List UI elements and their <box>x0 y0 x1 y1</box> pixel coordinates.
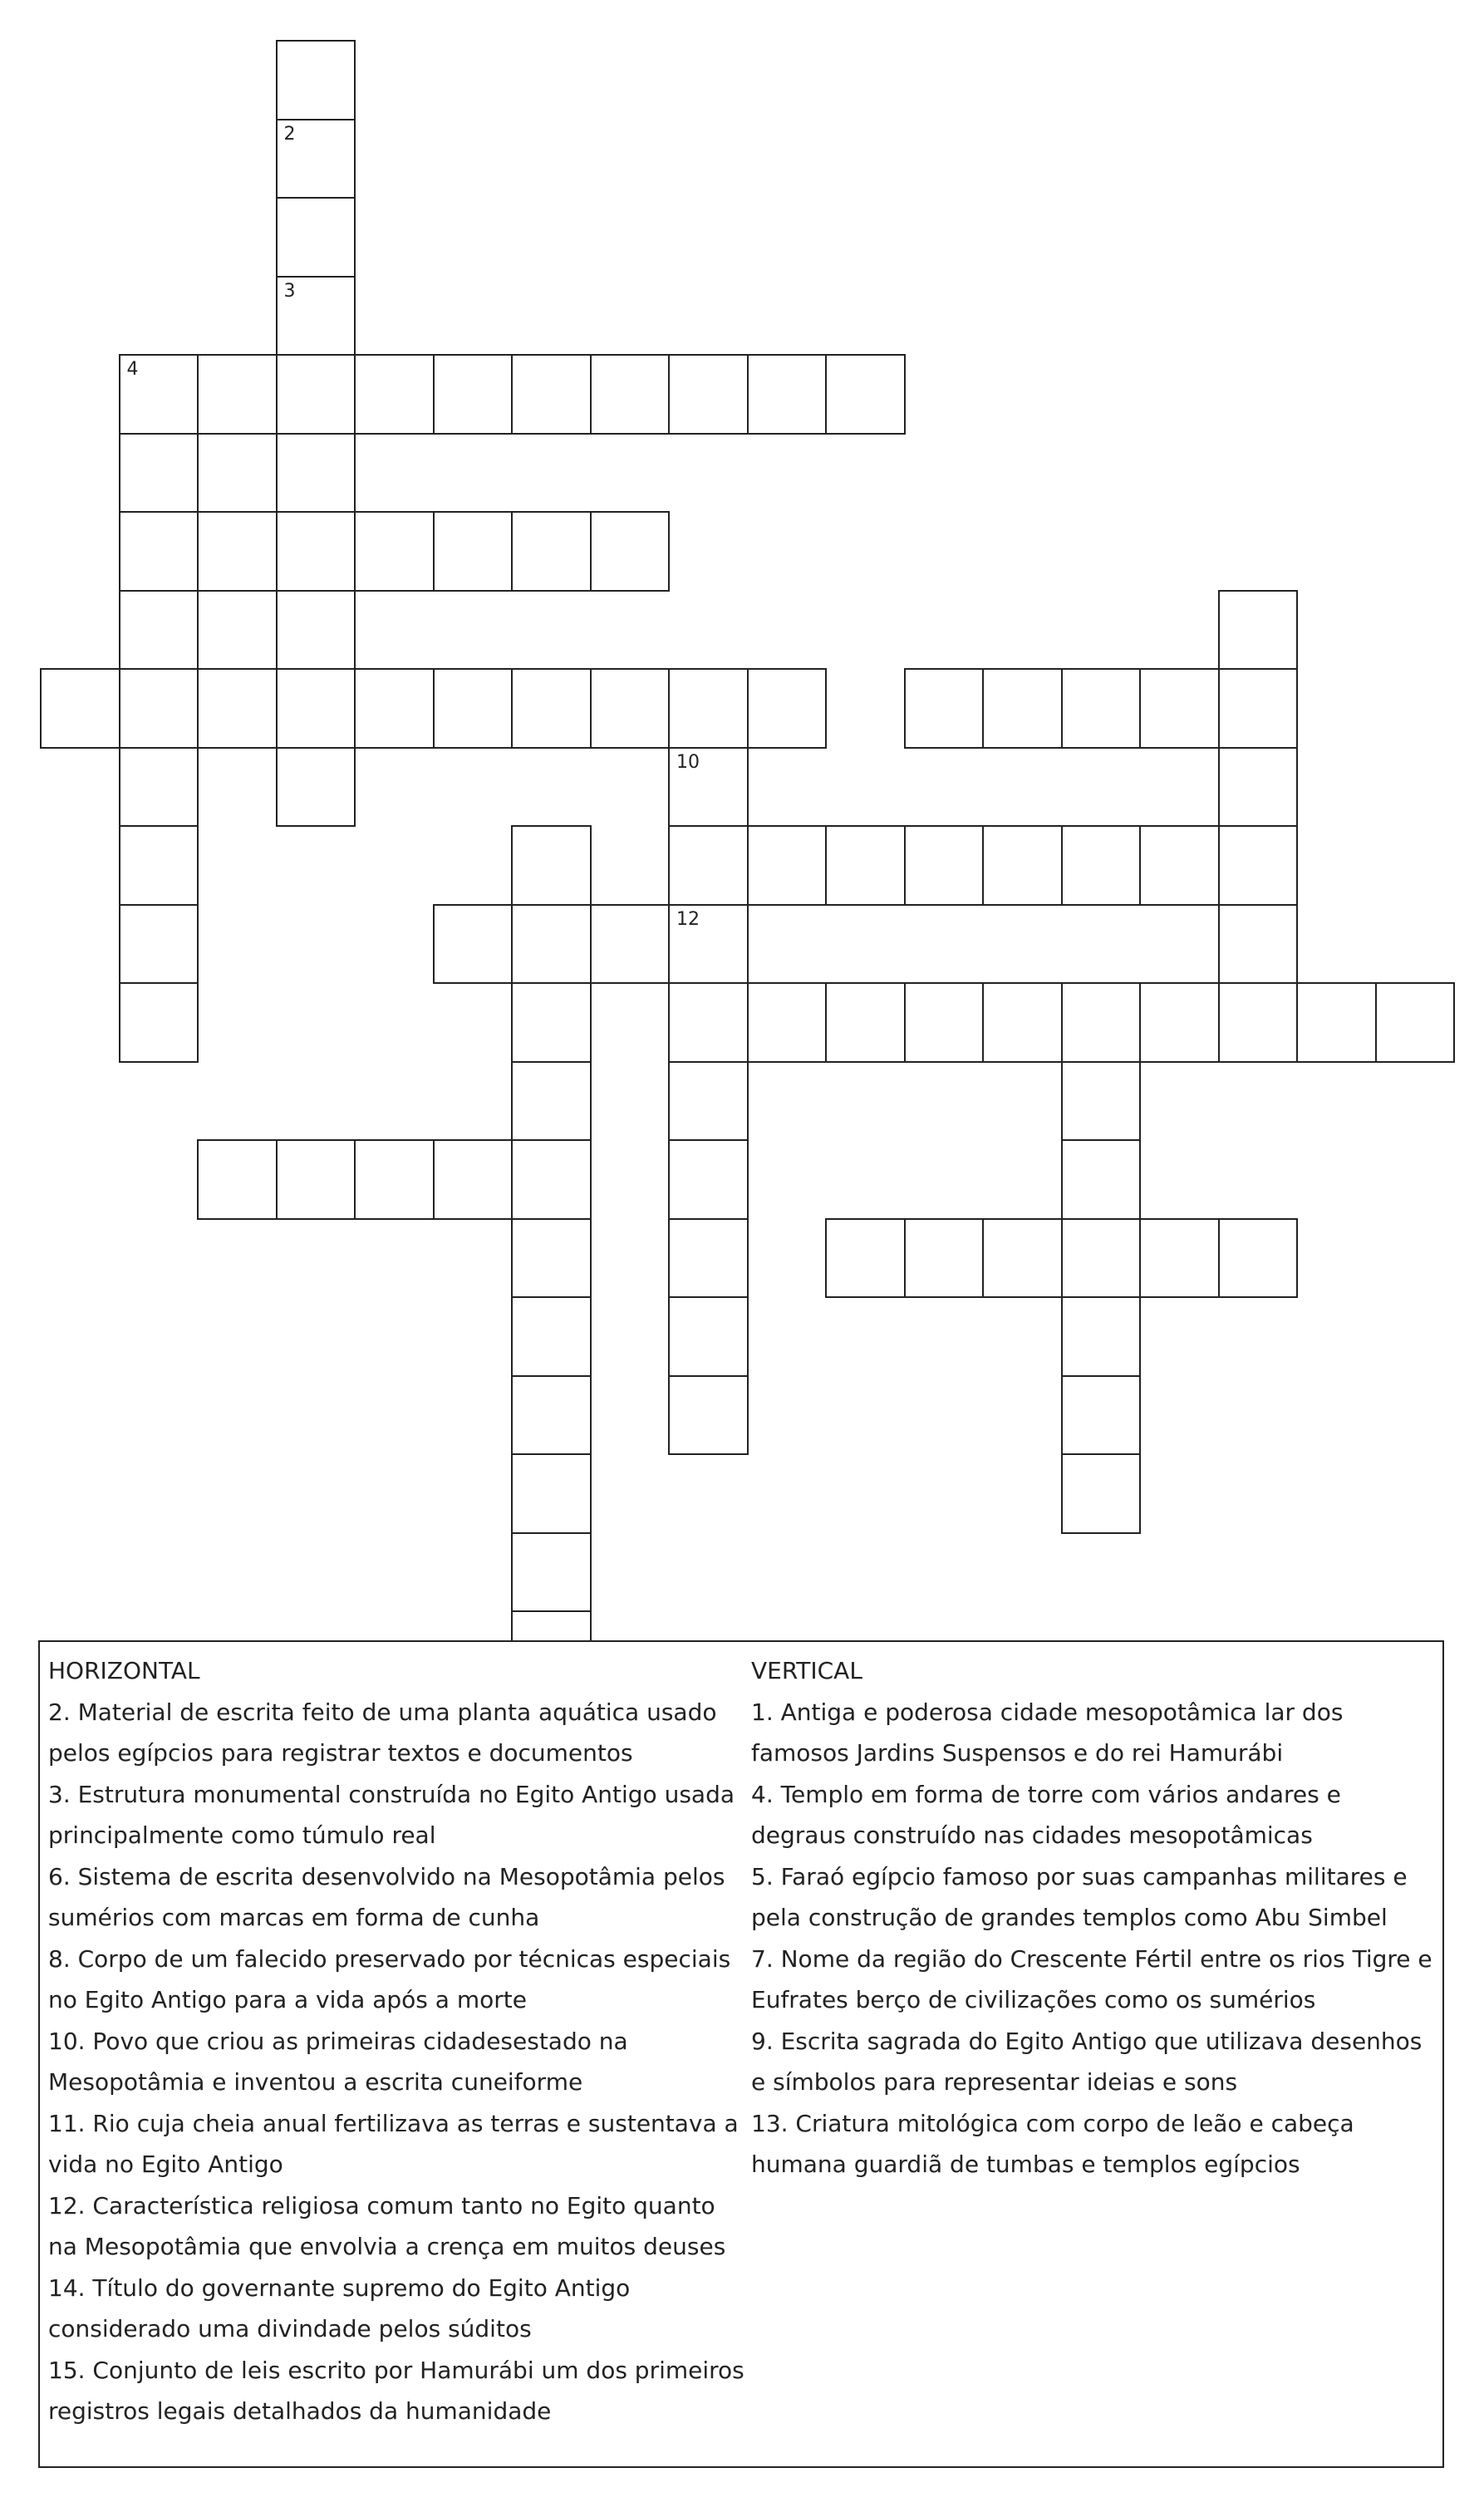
crossword-cell[interactable] <box>1139 668 1220 749</box>
crossword-cell[interactable] <box>433 511 514 592</box>
crossword-cell[interactable] <box>511 354 592 435</box>
crossword-cell[interactable] <box>1139 982 1220 1063</box>
crossword-cell[interactable] <box>511 1375 592 1456</box>
crossword-cell[interactable] <box>1061 982 1142 1063</box>
crossword-cell[interactable] <box>747 982 828 1063</box>
crossword-cell[interactable] <box>1218 825 1299 906</box>
crossword-cell[interactable] <box>276 511 356 592</box>
crossword-cell[interactable] <box>747 825 828 906</box>
crossword-cell[interactable] <box>590 904 671 985</box>
clue-h: 15. Conjunto de leis escrito por Hamurábi um dos primeiros registros legais detalhados da humanidade <box>48 2356 744 2425</box>
crossword-cell[interactable] <box>1375 982 1456 1063</box>
crossword-cell[interactable] <box>276 1139 356 1220</box>
crossword-cell[interactable] <box>433 1139 514 1220</box>
crossword-cell[interactable] <box>354 354 435 435</box>
crossword-cell[interactable] <box>982 982 1063 1063</box>
crossword-cell[interactable] <box>904 668 985 749</box>
crossword-cell[interactable] <box>354 668 435 749</box>
crossword-cell[interactable] <box>511 904 592 985</box>
crossword-cell[interactable] <box>119 511 199 592</box>
crossword-cell[interactable] <box>197 1139 278 1220</box>
crossword-cell[interactable] <box>668 1375 749 1456</box>
crossword-cell[interactable] <box>1218 668 1299 749</box>
crossword-cell[interactable] <box>668 904 749 985</box>
crossword-cell[interactable] <box>511 825 592 906</box>
crossword-cell[interactable] <box>982 668 1063 749</box>
clue-number: 4 <box>126 359 139 380</box>
vertical-clues <box>751 1650 1441 2185</box>
crossword-cell[interactable] <box>40 668 120 749</box>
crossword-cell[interactable] <box>1061 1375 1142 1456</box>
clue-h: 11. Rio cuja cheia anual fertilizava as terras e sustentava a vida no Egito Antigo <box>48 2109 739 2178</box>
crossword-cell[interactable] <box>511 1139 592 1220</box>
crossword-cell[interactable] <box>1218 904 1299 985</box>
crossword-cell[interactable] <box>982 1218 1063 1299</box>
crossword-cell[interactable] <box>119 433 199 514</box>
crossword-cell[interactable] <box>276 747 356 828</box>
crossword-cell[interactable] <box>511 511 592 592</box>
crossword-cell[interactable] <box>1218 590 1299 671</box>
crossword-cell[interactable] <box>511 668 592 749</box>
clue-number: 12 <box>676 908 700 930</box>
crossword-cell[interactable] <box>1061 1296 1142 1377</box>
crossword-cell[interactable] <box>1139 1218 1220 1299</box>
crossword-cell[interactable] <box>590 354 671 435</box>
crossword-cell[interactable] <box>276 197 356 278</box>
crossword-cell[interactable] <box>668 354 749 435</box>
horizontal-title: HORIZONTAL <box>48 1657 200 1684</box>
clue-h: 10. Povo que criou as primeiras cidadesestado na Mesopotâmia e inventou a escrita cuneiforme <box>48 2027 628 2096</box>
crossword-cell[interactable] <box>119 825 199 906</box>
clue-v: 4. Templo em forma de torre com vários andares e degraus construído nas cidades mesopotâmicas <box>751 1780 1341 1849</box>
crossword-cell[interactable] <box>511 1061 592 1142</box>
crossword-cell[interactable] <box>747 354 828 435</box>
clue-v: 5. Faraó egípcio famoso por suas campanhas militares e pela construção de grandes templos como Abu Simbel <box>751 1862 1408 1931</box>
crossword-cell[interactable] <box>511 1532 592 1613</box>
crossword-cell[interactable] <box>1218 1218 1299 1299</box>
crossword-cell[interactable] <box>197 668 278 749</box>
clue-number: 2 <box>283 123 296 145</box>
crossword-cell[interactable] <box>590 511 671 592</box>
vertical-title: VERTICAL <box>751 1657 862 1684</box>
crossword-cell[interactable] <box>197 354 278 435</box>
crossword-cell[interactable] <box>276 40 356 120</box>
crossword-cell[interactable] <box>668 1139 749 1220</box>
crossword-cell[interactable] <box>276 276 356 356</box>
crossword-cell[interactable] <box>1218 982 1299 1063</box>
crossword-cell[interactable] <box>668 825 749 906</box>
crossword-cell[interactable] <box>668 982 749 1063</box>
crossword-cell[interactable] <box>1061 825 1142 906</box>
clue-v: 13. Criatura mitológica com corpo de leão e cabeça humana guardiã de tumbas e templos egípcios <box>751 2109 1354 2178</box>
clues-panel <box>38 1640 1444 2468</box>
crossword-cell[interactable] <box>433 668 514 749</box>
clue-v: 7. Nome da região do Crescente Fértil entre os rios Tigre e Eufrates berço de civilizações como os sumérios <box>751 1944 1432 2013</box>
crossword-cell[interactable] <box>825 982 906 1063</box>
crossword-cell[interactable] <box>119 590 199 671</box>
crossword-cell[interactable] <box>1061 1218 1142 1299</box>
crossword-cell[interactable] <box>511 982 592 1063</box>
crossword-cell[interactable] <box>354 1139 435 1220</box>
crossword-cell[interactable] <box>276 590 356 671</box>
crossword-cell[interactable] <box>197 511 278 592</box>
crossword-cell[interactable] <box>1296 982 1377 1063</box>
crossword-cell[interactable] <box>119 354 199 435</box>
crossword-cell[interactable] <box>668 1218 749 1299</box>
crossword-cell[interactable] <box>276 119 356 199</box>
crossword-cell[interactable] <box>825 825 906 906</box>
crossword-cell[interactable] <box>825 354 906 435</box>
clue-h: 3. Estrutura monumental construída no Egito Antigo usada principalmente como túmulo real <box>48 1780 735 1849</box>
crossword-cell[interactable] <box>1061 1453 1142 1534</box>
crossword-cell[interactable] <box>119 982 199 1063</box>
clue-v: 1. Antiga e poderosa cidade mesopotâmica lar dos famosos Jardins Suspensos e do rei Hamurábi <box>751 1698 1344 1767</box>
crossword-cell[interactable] <box>511 1218 592 1299</box>
crossword-cell[interactable] <box>433 354 514 435</box>
crossword-cell[interactable] <box>433 904 514 985</box>
crossword-cell[interactable] <box>904 1218 985 1299</box>
crossword-cell[interactable] <box>119 747 199 828</box>
crossword-cell[interactable] <box>511 1453 592 1534</box>
clue-v: 9. Escrita sagrada do Egito Antigo que utilizava desenhos e símbolos para representar ideias e sons <box>751 2027 1423 2096</box>
crossword-cell[interactable] <box>668 1296 749 1377</box>
clue-h: 14. Título do governante supremo do Egito Antigo considerado uma divindade pelos súditos <box>48 2274 631 2342</box>
crossword-cell[interactable] <box>1139 825 1220 906</box>
crossword-cell[interactable] <box>1061 1061 1142 1142</box>
clue-h: 6. Sistema de escrita desenvolvido na Mesopotâmia pelos sumérios com marcas em forma de cunha <box>48 1862 725 1931</box>
crossword-cell[interactable] <box>1061 668 1142 749</box>
crossword-cell[interactable] <box>904 982 985 1063</box>
crossword-cell[interactable] <box>668 668 749 749</box>
crossword-cell[interactable] <box>668 747 749 828</box>
crossword-cell[interactable] <box>119 668 199 749</box>
crossword-cell[interactable] <box>354 511 435 592</box>
crossword-cell[interactable] <box>904 825 985 906</box>
clue-h: 8. Corpo de um falecido preservado por técnicas especiais no Egito Antigo para a vida após a morte <box>48 1944 731 2013</box>
crossword-cell[interactable] <box>276 433 356 514</box>
crossword-cell[interactable] <box>590 668 671 749</box>
crossword-cell[interactable] <box>119 904 199 985</box>
crossword-cell[interactable] <box>276 668 356 749</box>
crossword-cell[interactable] <box>1061 1139 1142 1220</box>
clue-number: 3 <box>283 280 296 302</box>
crossword-cell[interactable] <box>747 668 828 749</box>
crossword-cell[interactable] <box>982 825 1063 906</box>
crossword-cell[interactable] <box>511 1296 592 1377</box>
clue-h: 2. Material de escrita feito de uma planta aquática usado pelos egípcios para registrar textos e documentos <box>48 1698 717 1767</box>
crossword-cell[interactable] <box>276 354 356 435</box>
horizontal-clues <box>48 1650 746 2432</box>
crossword-cell[interactable] <box>1218 747 1299 828</box>
clue-h: 12. Característica religiosa comum tanto no Egito quanto na Mesopotâmia que envolvia a crença em muitos deuses <box>48 2191 726 2260</box>
crossword-cell[interactable] <box>825 1218 906 1299</box>
clue-number: 10 <box>676 751 700 773</box>
crossword-cell[interactable] <box>668 1061 749 1142</box>
